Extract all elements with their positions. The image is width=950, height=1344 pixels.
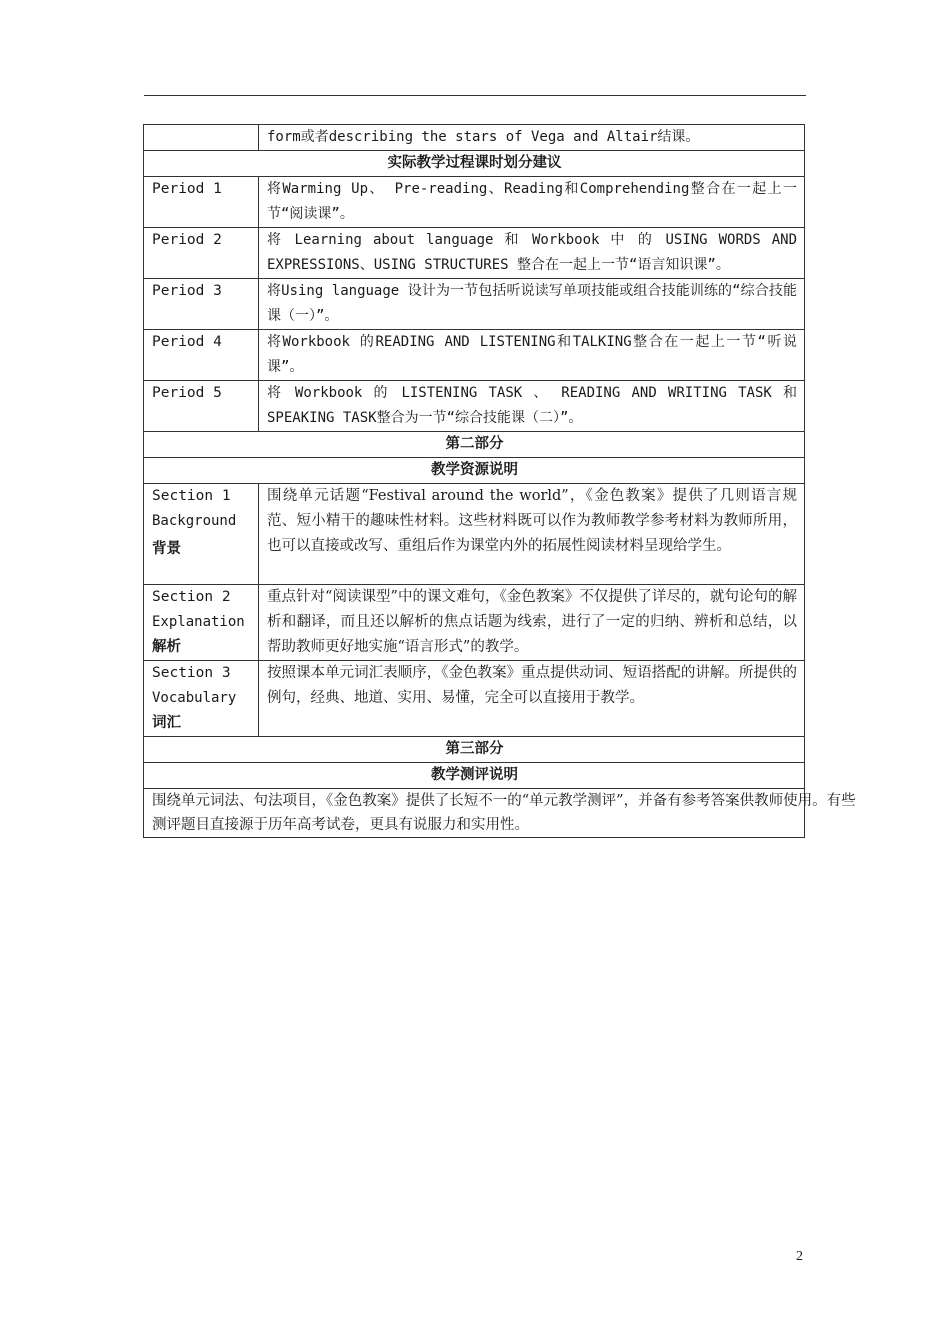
lesson-plan-table	[143, 124, 856, 838]
period-row	[144, 279, 805, 330]
section-text: 围绕单元话题“Festival around the world”，《金色教案》提供了几则语言规范、短小精干的趣味性材料。这些材料既可以作为教师教学参考材料为教师所用，也可以直接或改写、重组后作为课堂内外的拓展性阅读材料呈现给学生。	[259, 484, 805, 585]
section-row	[144, 484, 805, 585]
period-text: 将Warming Up、 Pre-reading、Reading和Comprehending整合在一起上一节“阅读课”。	[259, 177, 805, 228]
section-row	[144, 585, 805, 661]
period-label: Period 2	[144, 228, 259, 279]
assessment-line-2: 测评题目直接源于历年高考试卷，更具有说服力和实用性。	[152, 817, 529, 833]
section-label	[144, 484, 259, 585]
section-name-zh: 解析	[152, 639, 181, 655]
intro-row	[144, 125, 805, 151]
period-text: 将Using language 设计为一节包括听说读写单项技能或组合技能训练的“综合技能课（一）”。	[259, 279, 805, 330]
period-label: Period 1	[144, 177, 259, 228]
section-row	[144, 661, 805, 737]
part2-title: 第二部分	[144, 432, 805, 458]
period-text: 将 Workbook 的 LISTENING TASK 、 READING AND WRITING TASK 和 SPEAKING TASK整合为一节“综合技能课（二）”。	[259, 381, 805, 432]
period-row	[144, 330, 805, 381]
period-label: Period 5	[144, 381, 259, 432]
period-label: Period 4	[144, 330, 259, 381]
section-number: Section 2	[152, 589, 231, 605]
period-text: 将 Learning about language 和 Workbook 中 的 USING WORDS AND EXPRESSIONS、USING STRUCTURES 整合在一起上一节“语言知识课”。	[259, 228, 805, 279]
part2-subtitle: 教学资源说明	[144, 458, 805, 484]
section-text: 按照课本单元词汇表顺序，《金色教案》重点提供动词、短语搭配的讲解。所提供的例句，经典、地道、实用、易懂，完全可以直接用于教学。	[259, 661, 805, 737]
period-row	[144, 177, 805, 228]
periods-heading: 实际教学过程课时划分建议	[144, 151, 805, 177]
assessment-line-1: 围绕单元词法、句法项目，《金色教案》提供了长短不一的“单元教学测评”，并备有参考答案供教师使用。有些	[152, 793, 856, 809]
section-name-zh: 背景	[152, 541, 181, 557]
assessment-text	[144, 789, 856, 838]
section-text: 重点针对“阅读课型”中的课文难句，《金色教案》不仅提供了详尽的，就句论句的解析和翻译，而且还以解析的焦点话题为线索，进行了一定的归纳、辨析和总结，以帮助教师更好地实施“语言形式”的教学。	[259, 585, 805, 661]
part3-subtitle: 教学测评说明	[144, 763, 805, 789]
section-number: Section 1	[152, 488, 231, 504]
assessment-row	[144, 789, 805, 838]
section-label	[144, 661, 259, 737]
period-label: Period 3	[144, 279, 259, 330]
header-rule	[144, 95, 806, 96]
section-label	[144, 585, 259, 661]
section-number: Section 3	[152, 665, 231, 681]
part3-title: 第三部分	[144, 737, 805, 763]
section-name-en: Explanation	[152, 614, 245, 630]
section-name-en: Vocabulary	[152, 690, 237, 706]
section-name-en: Background	[152, 513, 237, 529]
page-number: 2	[796, 1249, 803, 1264]
section-name-zh: 词汇	[152, 715, 181, 731]
period-text: 将Workbook 的READING AND LISTENING和TALKING整合在一起上一节“听说课”。	[259, 330, 805, 381]
intro-text: form或者describing the stars of Vega and Altair结课。	[259, 125, 805, 151]
period-row	[144, 228, 805, 279]
intro-label-cell	[144, 125, 259, 151]
period-row	[144, 381, 805, 432]
